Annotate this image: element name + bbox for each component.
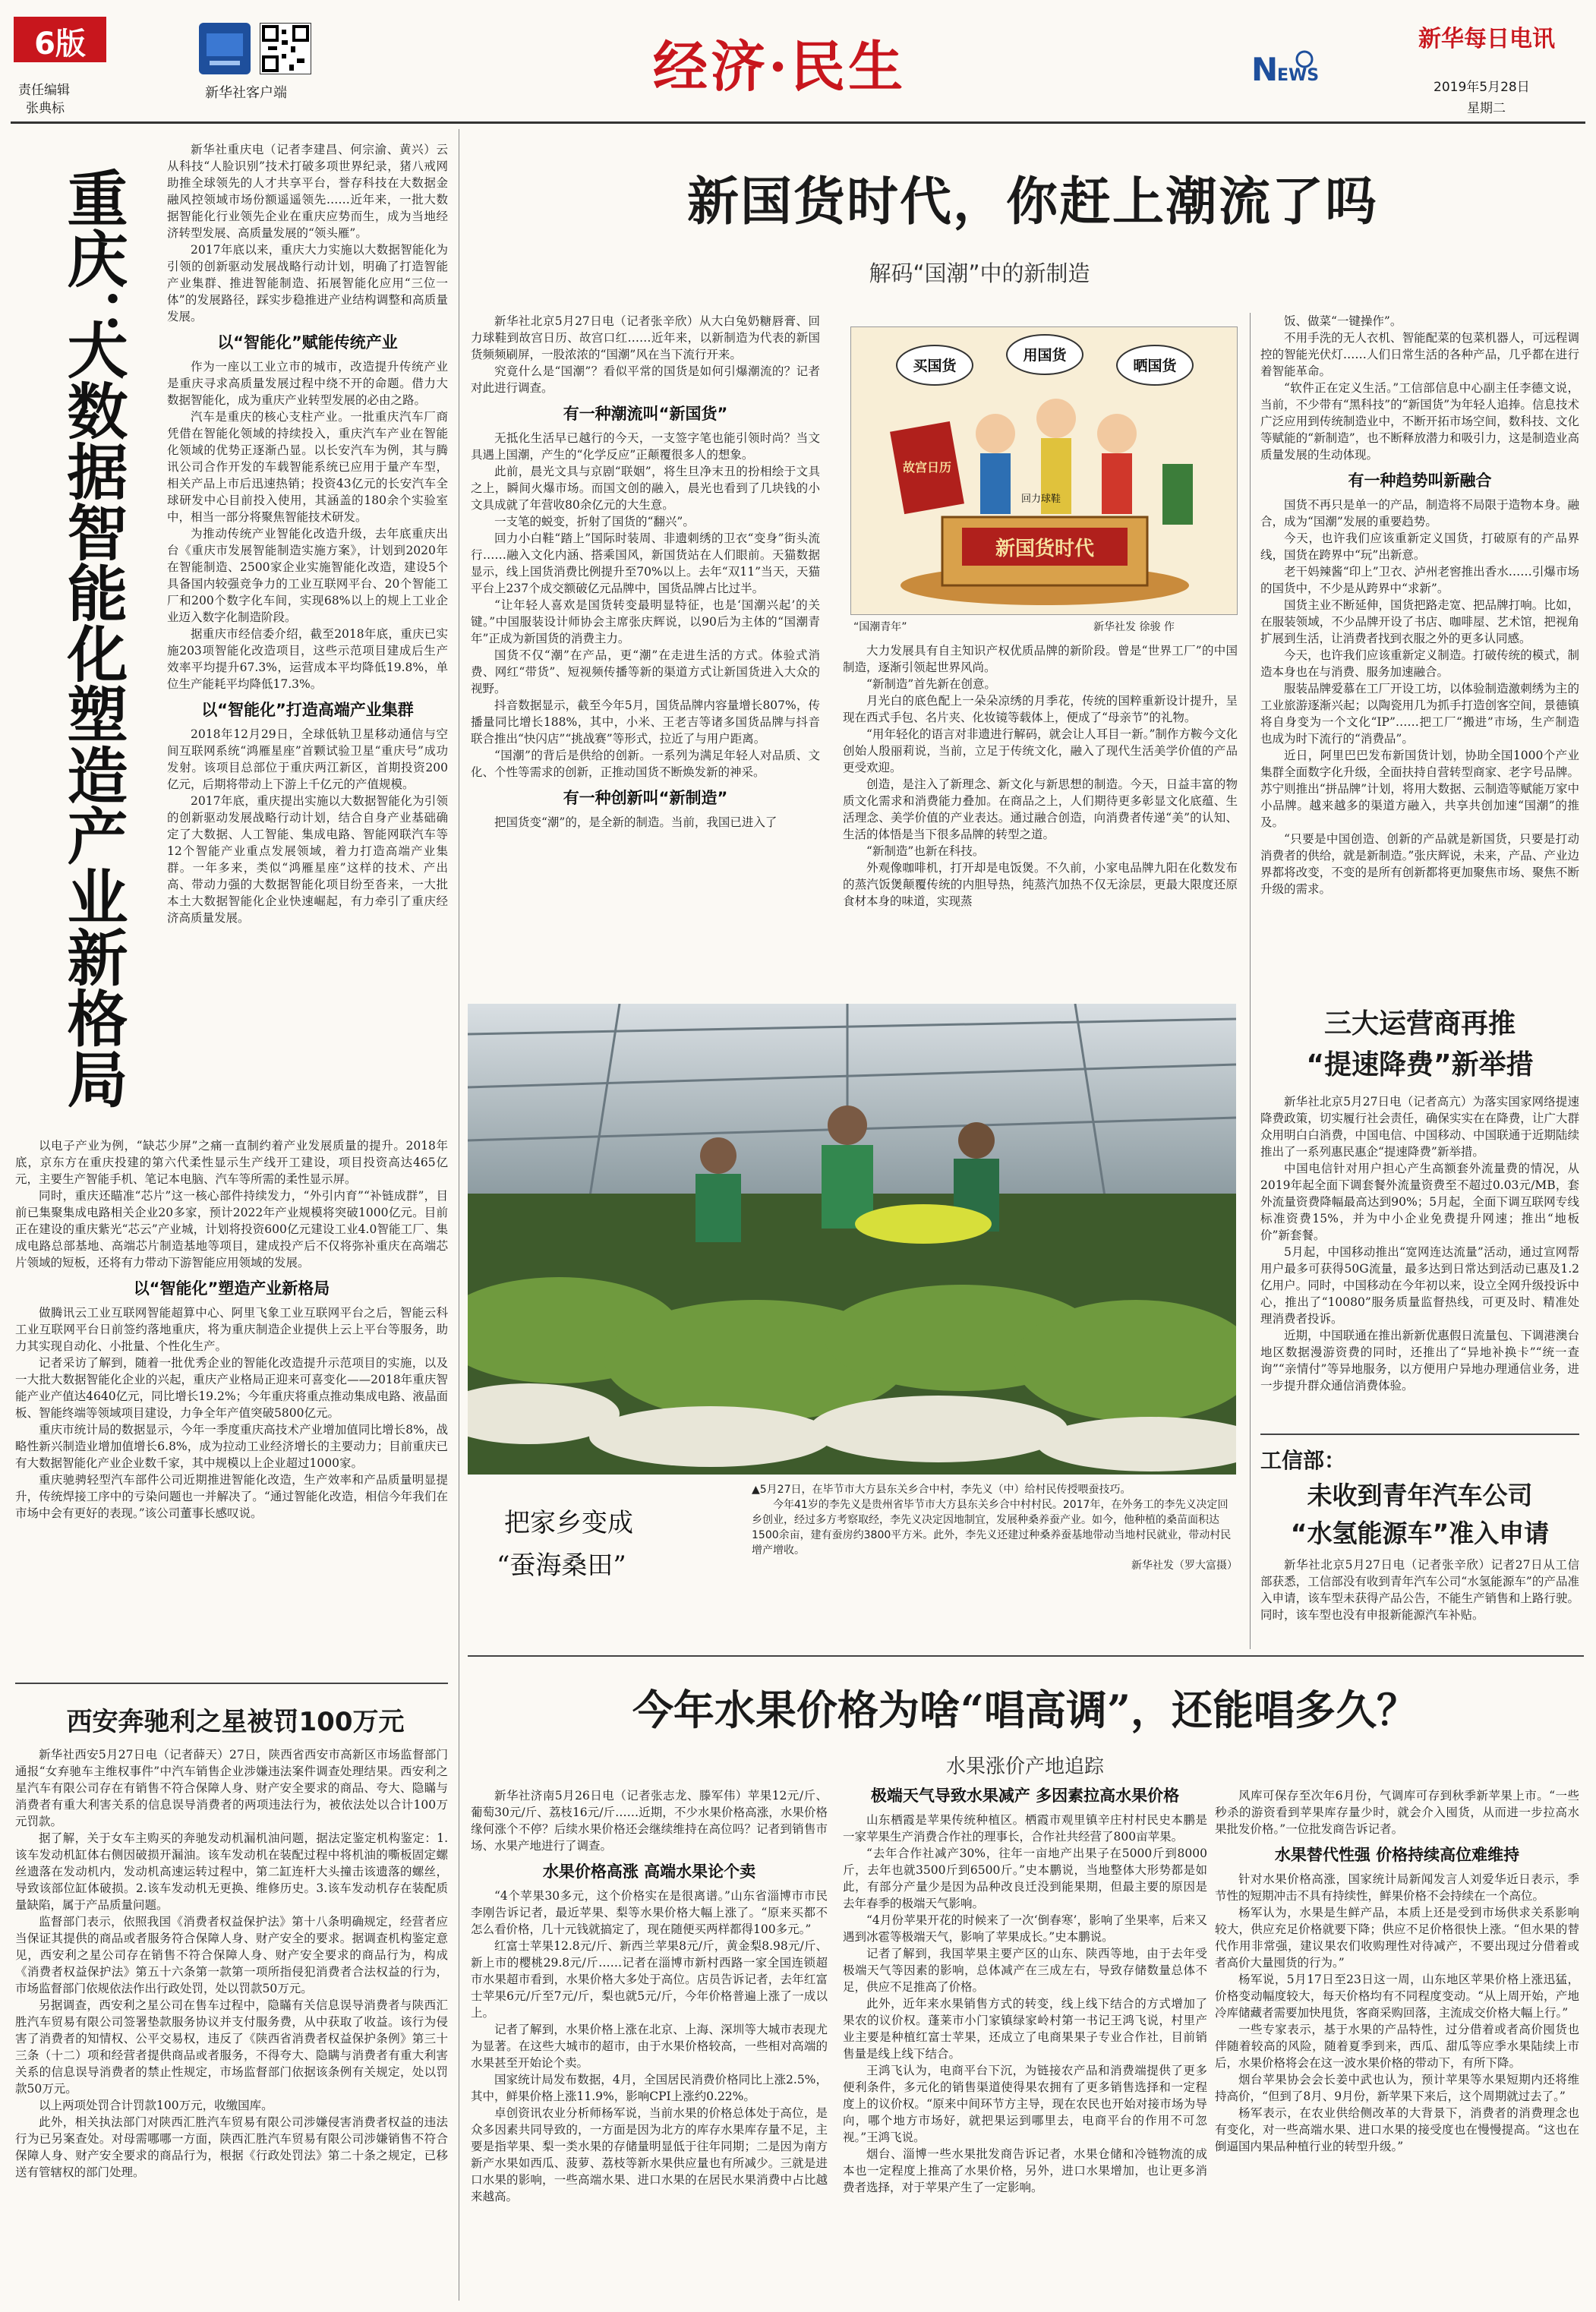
fruit-lead: 新华社济南5月26日电（记者张志龙、滕军伟）苹果12元/斤、葡萄30元/斤、荔枝16元/斤……近期，不少水果价格高涨，水果价格缘何涨个不停？后续水果价格还会继续维持在高位吗？记者到销售市场、水果产地进行了调查。: [471, 1789, 828, 1853]
main-col2-p7: 外观像咖啡机，打开却是电饭煲。不久前，小家电品牌九阳在化数发布的蒸汽饭煲颠覆传统的内胆导热，纯蒸汽加热不仅无涂层，更最大限度还原食材本身的味道，实现蒸: [843, 861, 1238, 908]
fruit-p2: 红富士苹果12.8元/斤、新西兰苹果8元/斤，黄金梨8.98元/斤、新上市的樱桃29.8元/斤……记者在淄博市新村西路一家全国连锁超市水果超市看到，水果价格大多处于高位。店员告诉记者，去年红富士苹果6元/斤至7元/斤，梨也就5元/斤，今年价格普遍上涨了一成以上。: [471, 1939, 828, 2020]
main-subhead: 解码“国潮”中的新制造: [869, 260, 1090, 286]
issue-date: 2019年5月28日: [1434, 80, 1530, 95]
issue-weekday: 星期二: [1467, 101, 1506, 116]
fruit-sub2: 极端天气导致水果减产 多因素拉高水果价格: [870, 1787, 1180, 1805]
main-col3: [1260, 313, 1579, 897]
photo-credit: 新华社发（罗大富摄）: [1131, 1560, 1238, 1572]
illustration-label-title: 新国货时代: [995, 538, 1095, 560]
main-col3-p5: 今天，也许我们应该重新定义国货，打破原有的产品界线，国货在跨界中“玩”出新意。: [1260, 531, 1579, 562]
main-p1: 究竟什么是“国潮”？看似平常的国货是如何引爆潮流的？记者对此进行调查。: [471, 364, 820, 395]
chongqing-p5: 据重庆市经信委介绍，截至2018年底，重庆已实施203项智能化改造项目，这些示范项目建成后生产效率平均提升67.3%，运营成本平均降低19.8%，单位生产能耗平均降低17.3%。: [167, 627, 448, 691]
xian-p1: 新华社西安5月27日电（记者薛天）27日，陕西省西安市高新区市场监督部门通报“女弃驰车主维权事件”中汽车销售企业涉嫌违法案件调查处理结果。西安利之星汽车有限公司存在有销售不符合保障人身、财产安全要求的商品、夸大、隐瞞与消费者有重大利害关系的信息误导消费者的两项违法行为，被依法处以合计100万元罚款。: [15, 1748, 448, 1828]
photo-caption: [752, 1482, 1238, 1573]
page-number: 6版: [34, 27, 86, 62]
telecom-headline-b: “提速降费”新举措: [1306, 1049, 1534, 1080]
chongqing-p4: 为推动传统产业智能化改造升级，去年底重庆出台《重庆市发展智能制造实施方案》，计划到2020年在智能制造、2500家企业实施智能化改造，建设5个具备国内较强竞争力的工业互联网平台、20个智能工厂和200个数字化车间，实现68%以上的规上工业企业迈入数字化制造阶段。: [167, 527, 448, 624]
xian-p3: 监督部门表示，依照我国《消费者权益保护法》第十八条明确规定，经营者应当保证其提供的商品或者服务符合保障人身、财产安全的要求。据调查机构鉴定意见，西安利之星公司存在销售不符合保障人身、财产安全要求的商品行为，构成《消费者权益保护法》第五十六条第一款第一项所指侵犯消费者合法权益的行为，市场监督部门依规依法作出行政处罚，处以罚款50万元。: [15, 1915, 448, 1995]
main-p3: 此前，晨光文具与京剧“联姻”，将生旦净末丑的扮相绘于文具之上，瞬间火爆市场。而国文创的融入，晨光也看到了几块钱的小文具成就了年营收80余亿元的大生意。: [471, 465, 820, 512]
hydrogen-body: [1260, 1557, 1579, 1623]
illustration-graphic: [851, 327, 1238, 615]
left-divider: [15, 1683, 448, 1684]
illustration-label-use: 用国货: [1023, 347, 1067, 364]
xian-p6: 此外，相关执法部门对陕西汇胜汽车贸易有限公司涉嫌侵害消费者权益的违法行为已另案查处。对母需哪哪一方面，陕西汇胜汽车贸易有限公司涉嫌销售不符合保障人身、财产安全要求的商品行为，根据《行政处罚法》第二十条之规定，已移送有管辖权的部门处理。: [15, 2115, 448, 2179]
fruit-p11: 王鸿飞认为，电商平台下沉，为链接农产品和消费端提供了更多便利条件，多元化的销售渠道使得果农拥有了更多销售选择和一定程度上的议价权。“原来中间环节方主导，现在农民也开始对接市场为导向，哪个地方市场好，就把果运到哪里去，电商平台的作用不可忽视。”王鸿飞说。: [843, 2064, 1207, 2144]
chongqing-p3: 汽车是重庆的核心支柱产业。一批重庆汽车厂商凭借在智能化领域的持续投入，重庆汽车产业在智能化领域的优势正逐渐凸显。以长安汽车为例，其与腾讯公司合作开发的车载智能系统已应用于量产车型，相关产品上市后迅速热销；投资43亿元的长安汽车全球研发中心目前投入使用，其涵盖的180余个实验室中，相当一部分将聚焦智能技术研发。: [167, 410, 448, 524]
fruit-col3-p7: 杨军表示，在农业供给侧改革的大背景下，消费者的消费理念也有变化，对一些高端水果、进口水果的接受度也在慢慢提高。“这也在倒逼国内果品种植行业的转型升级。”: [1215, 2106, 1579, 2153]
xinhua-app-icon: [199, 23, 251, 74]
main-p6: “让年轻人喜欢是国货转变最明显特征，也是‘国潮兴起’的关键。”中国服装设计师协会主席张庆辉说，以90后为主体的“国潮青年”正成为新国货的消费主力。: [471, 598, 820, 645]
fruit-col3-p4: 杨军说，5月17日至23日这一周，山东地区苹果价格上涨迅猛，价格变动幅度较大，每天价格均有不同程度变动。“从上周开始，产地冷库储藏者需要加快甩货，客商采购回落，主流成交价格大幅上行。”: [1215, 1973, 1579, 2020]
main-p4: 一支笔的蜕变，折射了国货的“翻兴”。: [494, 515, 695, 528]
main-p5: 回力小白鞋“踏上”国际时装周、非遗刺绣的卫衣“变身”街头流行……融入文化内涵、搭乘国风，新国货站在人们眼前。天猫数据显示，线上国货消费比例提升至70%以上。去年“双11”当天，天猫平台上237个成交额破亿元品牌中，国货品牌占比过半。: [471, 531, 820, 595]
app-logo-graphic: [199, 23, 251, 74]
main-col3-sub: 有一种趋势叫新融合: [1348, 472, 1492, 490]
telecom-divider: [1260, 1434, 1579, 1435]
chongqing-p11: 记者采访了解到，随着一批优秀企业的智能化改造提升示范项目的实施，以及一大批大数据智能化企业的兴起，重庆产业格局正迎来可喜变化——2018年重庆智能产业产值达4640亿元，同比增长19.2%；今年重庆将重点推动集成电路、液晶面板、智能终端等领域项目建设，力争全年产值突破5800亿元。: [15, 1356, 448, 1420]
silkworm-photo-graphic: [468, 1004, 1236, 1475]
main-col3-p2: 不用手洗的无人衣机、智能配菜的包菜机器人，可远程调控的智能光伏灯……人们日常生活的各种产品，几乎都在进行着智能革命。: [1260, 331, 1579, 378]
fruit-col3-p2: 针对水果价格高涨，国家统计局新闻发言人刘爱华近日表示，季节性的短期冲击不具有持续性，鲜果价格不会持续在一个高位。: [1215, 1872, 1579, 1903]
fruit-p8: “4月份苹果开花的时候来了一次‘倒春寒’，影响了坐果率，后来又遇到冰雹等极端天气，影响了苹果成长。”史本鹏说。: [843, 1913, 1207, 1944]
illustration-label-calendar: 故宫日历: [902, 460, 952, 475]
chongqing-sub2: 以“智能化”打造高端产业集群: [201, 701, 414, 719]
chongqing-p9: 同时，重庆还瞄准“芯片”这一核心部件持续发力，“外引内育”“补链成群”，目前已集聚集成电路相关企业20多家，预计2022年产业规模将突破1000亿元。目前正在建设的重庆紫光“芯云”产业城，计划将投资600亿元建设工业4.0智能工厂、集成电路总部基地、高端芯片制造基地等项目，建成投产后不仅将弥补重庆在高端芯片领域的短板，还将有力带动下游智能应用领域的发展。: [15, 1189, 448, 1270]
chongqing-p6: 2018年12月29日，全球低轨卫星移动通信与空间互联网系统“鸿雁星座”首颗试验卫星“重庆号”成功发射。该项目总部位于重庆两江新区，首期投资200亿元，后期将带动上下游上千亿元的产值规模。: [167, 727, 448, 791]
fruit-p12: 烟台、淄博一些水果批发商告诉记者，水果仓储和冷链物流的成本也一定程度上推高了水果价格，另外，进口水果增加，也让更多消费者选择，对于苹果产生了一定影响。: [843, 2147, 1207, 2194]
main-col3-p10: 近日，阿里巴巴发布新国货计划，协助全国1000个产业集群全面数字化升级，全面扶持自营转型商家、老字号品牌。苏宁则推出“拼品牌”计划，将用大数据、云制造等赋能万家中小品牌。越来越多的渠道方融入，共享共创加速“国潮”的推及。: [1260, 749, 1579, 829]
telecom-headline-a: 三大运营商再推: [1323, 1008, 1516, 1039]
chongqing-p2: 作为一座以工业立市的城市，改造提升传统产业是重庆寻求高质量发展过程中绕不开的命题。借力大数据智能化，成为重庆产业转型发展的必由之路。: [167, 360, 448, 407]
xian-p4: 另据调查，西安利之星公司在售车过程中，隐瞞有关信息误导消费者与陕西汇胜汽车贸易有限公司签署垫款服务协议并支付服务费，从中获取了收益。该行为侵害了消费者的知情权、公平交易权，违反了《陕西省消费者权益保护条例》第三十三条（十二）项和经营者提供商品或者服务，不得夸大、隐瞒与消费者有重大利害关系的信息误导消费者的禁止性规定，市场监督部门依据该条例有关规定，处以罚款50万元。: [15, 1998, 448, 2096]
fruit-p7: “去年合作社减产30%，往年一亩地产出果子在5000斤到8000斤，去年也就3500斤到6500斤。”史本鹏说，当地整体大形势都是如此，有部分产量少是因为品种改良迁没到能果期，但最主要的原因是去年春季的极端天气影响。: [843, 1847, 1207, 1910]
news-logo: [1251, 47, 1326, 91]
chongqing-body-top: [167, 141, 448, 926]
main-p10: 把国货变“潮”的，是全新的制造。当前，我国已进入了: [494, 815, 777, 829]
telecom-p1: 新华社北京5月27日电（记者高亢）为落实国家网络提速降费政策，切实履行社会责任，确保实实在在降费，让广大群众用明白白消费，中国电信、中国移动、中国联通于近期陆续推出了一系列惠民惠企“提速降费”新举措。: [1260, 1095, 1579, 1159]
main-col3-p1: 饭、做菜“一键操作”。: [1284, 314, 1402, 328]
xian-body: [15, 1746, 448, 2181]
xian-p5: 以上两项处罚合计罚款100万元，收缴国库。: [39, 2099, 273, 2112]
fruit-col3-p1: 风库可保存至次年6月份，气调库可存到秋季新苹果上市。“一些秒杀的游资看到苹果库存量少时，就会介入囤货，从而进一步拉高水果批发价格。”一位批发商告诉记者。: [1215, 1789, 1579, 1836]
main-col2-p3: 月光白的底色配上一朵朵凉绣的月季花，传统的国粹重新设计提升，呈现在西式手包、名片夹、化妆镜等载体上，便成了“母亲节”的礼物。: [843, 694, 1238, 724]
main-col3-p9: 服装品牌爱慕在工厂开设工坊，以体验制造激刺绣为主的工业旅游逐渐兴起；以陶瓷用几为抓手打造创客空间，景德镇将自身变为一个文化“IP”……把工厂“搬进”市场，生产制造也成为时下流行的“消费品”。: [1260, 682, 1579, 746]
main-p7: 国货不仅“潮”在产品，更“潮”在走进生活的方式。体验式消费、网红“带货”、短视频传播等新的渠道方式让新国货进入大众的视野。: [471, 648, 820, 695]
illustration-label-buy: 买国货: [913, 358, 957, 374]
chongqing-sub3: 以“智能化”塑造产业新格局: [133, 1279, 330, 1298]
illustration-label-share: 晒国货: [1133, 358, 1177, 374]
fruit-p9: 记者了解到，我国苹果主要产区的山东、陕西等地，由于去年受极端天气等因素的影响，总体减产在三成左右，导致存储数量总体不足，供应不足推高了价格。: [843, 1947, 1207, 1994]
editor-label: 责任编辑: [18, 83, 70, 98]
telecom-body: [1260, 1093, 1579, 1394]
chongqing-p13: 重庆驰骋轻型汽车部件公司近期推进智能化改造，生产效率和产品质量明显提升，传统焊接工序中的亏染问题也一并解决了。“通过智能化改造，相信今年我们在市场中会有更好的表现。”该公司董事长感叹说。: [15, 1473, 448, 1520]
main-sub1: 有一种潮流叫“新国货”: [563, 405, 728, 423]
photo-title-line2: “蚕海桑田”: [497, 1550, 626, 1581]
main-col2: [843, 642, 1238, 910]
chongqing-p12: 重庆市统计局的数据显示，今年一季度重庆高技术产业增加值同比增长8%，战略性新兴制造业增加值增长6.8%，成为拉动工业经济增长的主要动力；目前重庆已有大数据智能化产业企业数千家，其中规模以上企业超过1000家。: [15, 1423, 448, 1470]
hydrogen-headline-a: 未收到青年汽车公司: [1307, 1481, 1533, 1510]
main-col2-p5: 创造，是注入了新理念、新文化与新思想的制造。今天，日益丰富的物质文化需求和消费能力叠加。在商品之上，人们期待更多彰显文化底蕴、生活理念、美学价值的产业表达。通过融合创造，向消费者传递“美”的认知、生活的体悟是当下很多品牌的转型之道。: [843, 778, 1238, 841]
main-p8: 抖音数据显示，截至今年5月，国货品牌内容量增长807%，传播量同比增长188%，其中，小米、王老吉等诸多国货品牌与抖音联合推出“快闪店”“挑战赛”等形式，拉近了与用户距离。: [471, 699, 820, 746]
hydrogen-headline-b: “水氢能源车”准入申请: [1290, 1519, 1550, 1548]
hydrogen-kicker: 工信部：: [1260, 1448, 1346, 1473]
chongqing-sub1: 以“智能化”赋能传统产业: [217, 333, 398, 352]
telecom-p3: 5月起，中国移动推出“宽网连达流量”活动，通过宣网帮用户最多可获得50G流量，最多达到日常达到活动已惠及1.2亿用户。同时，中国移动在今年初以来，设立全网升级投诉中心，推出了“10080”服务质量监督热线，可更及时、精准处理消费者投诉。: [1260, 1245, 1579, 1326]
chongqing-p8: 以电子产业为例，“缺芯少屏”之痛一直制约着产业发展质量的提升。2018年底，京东方在重庆投建的第六代柔性显示生产线开工建设，项目投资高达465亿元，主要生产智能手机、笔记本电脑、汽车等所需的柔性显示屏。: [15, 1139, 448, 1186]
fruit-top-rule: [468, 1655, 1584, 1657]
photo-title-line1: 把家乡变成: [504, 1508, 633, 1538]
xian-headline: 西安奔驰利之星被罚100万元: [66, 1707, 405, 1737]
chongqing-p1: 2017年底以来，重庆大力实施以大数据智能化为引领的创新驱动发展战略行动计划，明确了打造智能产业集群、推进智能制造、拓展智能化应用“三位一体”的发展路径，踩实步稳推进产业结构调整和高质量发展。: [167, 243, 448, 323]
chongqing-lead: 新华社重庆电（记者李建昌、何宗渝、黄兴）云从科技“人脸识别”技术打破多项世界纪录，猪八戒网助推全球领先的人才共享平台，誉存科技在大数据金融风控领域市场份额遥遥领先……近年来，一批大数据智能化行业领先企业在重庆应势而生，成为当地经济转型发展、高质量发展的“领头雁”。: [167, 143, 448, 240]
guochao-illustration: [850, 326, 1238, 615]
fruit-col3-p5: 一些专家表示，基于水果的产品特性，过分借着或者高价囤货也伴随着较高的风险，随着夏季到来，西瓜、甜瓜等应季水果陆续上市后，水果价格将会在这一波水果价格的带动下，有所下降。: [1215, 2023, 1579, 2070]
xian-p2: 据了解，关于女车主购买的奔驰发动机漏机油问题，据法定鉴定机构鉴定：1.该车发动机缸体右侧因破损开漏油。该车发动机在装配过程中将机油的嘶板固定螺丝遗落在发动机内，发动机高速运转过程中，第二缸连杆大头撞击该遗落的螺丝，导致该部位缸体破损。2.该车发动机无更换、维修历史。3.该车发动机存在装配质量缺陷，属于产品质量问题。: [15, 1831, 448, 1912]
fruit-col3-p3: 杨军认为，水果是生鲜产品，本质上还是受到市场供求关系影响较大，供应充足价格就要下降；供应不足价格很快上涨。“但水果的替代作用非常强，建议果农们收购理性对待减产，不要出现过分借着或者高价大量囤货的行为。”: [1215, 1906, 1579, 1970]
main-col3-p7: 国货主业不断延伸，国货把路走宽、把品牌打响。比如，在服装领域，不少品牌开设了书店、咖啡屋、艺术馆，把视角扩展到生活，让消费者找到衣服之外的更多认同感。: [1260, 598, 1579, 645]
hydrogen-p1: 新华社北京5月27日电（记者张辛欣）记者27日从工信部获悉，工信部没有收到青年汽车公司“水氢能源车”的产品准入申请，该车型未获得产品公告，不能生产销售和上路行驶。同时，该车型也没有申报新能源汽车补贴。: [1260, 1558, 1579, 1622]
telecom-p2: 中国电信针对用户担心产生高额套外流量费的情况，从2019年起全面下调套餐外流量资费至不超过0.03元/MB，套外流量资费降幅最高达到90%；5月起，全面下调互联网专线标准资费15%，并为中小企业免费提升网速；推出“地板价”新套餐。: [1260, 1162, 1579, 1242]
fruit-sub3: 水果替代性强 价格持续高位难维持: [1274, 1846, 1520, 1864]
section-title: 经济·民生: [653, 34, 907, 99]
masthead-rule: [11, 121, 1585, 124]
telecom-p4: 近期，中国联通在推出新新优惠假日流量包、下调港澳台地区数据漫游资费的同时，还推出了“异地补换卡”“统一查询”“亲情付”等异地服务，以方便用户异地办理通信业务，进一步提升群众通信消费体验。: [1260, 1329, 1579, 1393]
fruit-p4: 国家统计局发布数据，4月，全国居民消费价格同比上涨2.5%，其中，鲜果价格上涨11.9%，影响CPI上涨约0.22%。: [471, 2073, 828, 2103]
column-rule-right: [1250, 313, 1251, 1649]
client-label: 新华社客户端: [205, 85, 287, 101]
paper-name: 新华每日电讯: [1418, 26, 1555, 52]
main-col3-p3: “软件正在定义生活。”工信部信息中心副主任李德文说，当前，不少带有“黑科技”的“新国货”为年轻人追捧。信息技术广泛应用到传统制造业中，不断开拓市场空间，数科技、文化等赋能的“新制造”，也不断释放潜力和吸引力，这是制造业高质量发展的生动体现。: [1260, 381, 1579, 462]
main-lead: 新华社北京5月27日电（记者张辛欣）从大白兔奶糖唇膏、回力球鞋到故宫日历、故宫口红……近年来，以新制造为代表的新国货频频刷屏，一股浓浓的“国潮”风在当下流行开来。: [471, 314, 820, 361]
main-col2-p1: 大力发展具有自主知识产权优质品牌的新阶段。曾是“世界工厂”的中国制造，逐渐引领起世界风尚。: [843, 644, 1238, 674]
svg-text:EWS: EWS: [1277, 66, 1320, 85]
main-col3-p8: 今天，也许我们应该重新定义制造。打破传统的模式，制造本身也在与消费、服务加速融合。: [1260, 648, 1579, 679]
main-p2: 无抵化生活早已越行的今天，一支签字笔也能引领时尚？当文具遇上国潮，产生的“化学反应”正颠覆很多人的想象。: [471, 431, 820, 462]
main-sub2: 有一种创新叫“新制造”: [563, 789, 728, 807]
main-col2-p6: “新制造”也新在科技。: [866, 844, 985, 858]
chongqing-p7: 2017年底，重庆提出实施以大数据智能化为引领的创新驱动发展战略行动计划，结合自身产业基础确定了大数据、人工智能、集成电路、智能网联汽车等12个智能产业重点发展领域，着力打造高端产业集群。一年多来，类似“鸿雁星座”这样的技术、产出高、带动力强的大数据智能化项目纷至沓来，一大批本土大数据智能化企业快速崛起，有力牵引了重庆经济高质量发展。: [167, 794, 448, 925]
fruit-p10: 此外，近年来水果销售方式的转变，线上线下结合的方式增加了果农的议价权。蓬莱市小门家镇绿家岭村第一书记王鸿飞说，村里产业主要是种植红富士苹果，还成立了电商果果子专业合作社，目前销售量是线上线下结合。: [843, 1997, 1207, 2061]
chongqing-p10: 做腾讯云工业互联网智能超算中心、阿里飞象工业互联网平台之后，智能云科工业互联网平台日前签约落地重庆，将为重庆制造企业提供上云上平台等服务，助力其实现自动化、小批量、个性化生产。: [15, 1306, 448, 1353]
fruit-p1: “4个苹果30多元，这个价格实在是很离谱。”山东省淄博市市民李刚告诉记者，最近苹果、梨等水果价格大幅上涨了。“原来买都不怎么看价格，几十元钱就搞定了，现在随便买两样都得100多元。”: [471, 1889, 828, 1936]
chongqing-headline-a: 重庆：: [57, 167, 128, 349]
fruit-col3-p6: 烟台苹果协会会长姜中武也认为，预计苹果等水果短期内还将维持高价，“但到了8月、9月份，新苹果下来后，这个周期就过去了。”: [1215, 2073, 1579, 2103]
photo-caption-body: 今年41岁的李先义是贵州省毕节市大方县东关乡合中村村民。2017年，在外务工的李先义决定回乡创业，经过多方考察取经，李先义决定因地制宜，发展种桑养蚕产业。如今，他种植的桑苗面积达1500余亩，建有蚕房约3800平方米。此外，李先义还建过种桑养蚕基地带动当地村民就业，带动村民增产增收。: [752, 1499, 1232, 1557]
illustration-caption: “国潮青年”: [853, 621, 907, 633]
main-col2-p2: “新制造”首先新在创意。: [866, 677, 996, 691]
fruit-col2: [843, 1787, 1207, 2196]
fruit-p3: 记者了解到，水果价格上涨在北京、上海、深圳等大城市表现尤为显著。在这些大城市的超市，由于水果价格较高，一些相对高端的水果甚至开始论个卖。: [471, 2023, 828, 2070]
fruit-subhead: 水果涨价产地追踪: [945, 1755, 1104, 1778]
fruit-col3: [1215, 1787, 1579, 2155]
fruit-p6: 山东栖霞是苹果传统种植区。栖霞市观里镇辛庄村村民史本鹏是一家苹果生产消费合作社的理事长，合作社共经营了800亩苹果。: [843, 1813, 1207, 1844]
main-p9: “国潮”的背后是供给的创新。一系列为满足年轻人对品质、文化、个性等需求的创新，正推动国货不断焕发新的神采。: [471, 749, 820, 779]
illustration-credit: 新华社发 徐骏 作: [1093, 621, 1175, 633]
silkworm-photo: [468, 1004, 1236, 1475]
editor-name: 张典标: [26, 101, 65, 116]
chongqing-body-bottom: [15, 1137, 448, 1522]
main-headline: 新国货时代，你赶上潮流了吗: [686, 172, 1378, 232]
main-col3-p11: “只要是中国创造、创新的产品就是新国货，只要是打动消费者的供给，就是新制造。”张庆辉说，未来，产品、产业边界都将改变，不变的是所有创新都将更加聚焦市场、聚焦不断升级的需求。: [1260, 832, 1579, 896]
main-col3-p6: 老干妈辣酱“印上”卫衣、泸州老窖推出香水……引爆市场的国货中，不少是从跨界中“求新”。: [1260, 565, 1579, 595]
main-col1: [471, 313, 820, 831]
svg-text:N: N: [1251, 51, 1279, 88]
qr-code-icon[interactable]: [260, 23, 311, 74]
photo-caption-lead: ▲5月27日，在毕节市大方县东关乡合中村，李先义（中）给村民传授喂蚕技巧。: [752, 1484, 1131, 1496]
illustration-label-shoes: 回力球鞋: [1020, 494, 1061, 505]
main-col3-p4: 国货不再只是单一的产品，制造将不局限于造物本身。融合，成为“国潮”发展的重要趋势。: [1260, 498, 1579, 528]
fruit-col1: [471, 1787, 828, 2205]
fruit-p5: 卓创资讯农业分析师杨军说，当前水果的价格总体处于高位，是众多因素共同导致的，一方面是因为北方的库存水果库存量不足，主要是指苹果、梨一类水果的存储量明显低于往年同期；二是因为南方新产水果如西瓜、菠萝、荔枝等新水果供应量也有所减少。三就是进口水果的影响，一些高端水果、进口水果的在居民水果消费中占比越来越高。: [471, 2106, 828, 2203]
fruit-sub1: 水果价格高涨 高端水果论个卖: [542, 1863, 756, 1881]
chongqing-headline-b: 大数据智能化塑造产业新格局: [57, 319, 128, 1109]
main-col2-p4: “用年轻化的语言对非遗进行解码，就会让人耳目一新。”制作方鞍今文化创始人殷丽莉说，当前，立足于传统文化，融入了现代生活美学价值的产品更受欢迎。: [843, 727, 1238, 774]
fruit-headline: 今年水果价格为啥“唱高调”，还能唱多久？: [632, 1686, 1418, 1734]
